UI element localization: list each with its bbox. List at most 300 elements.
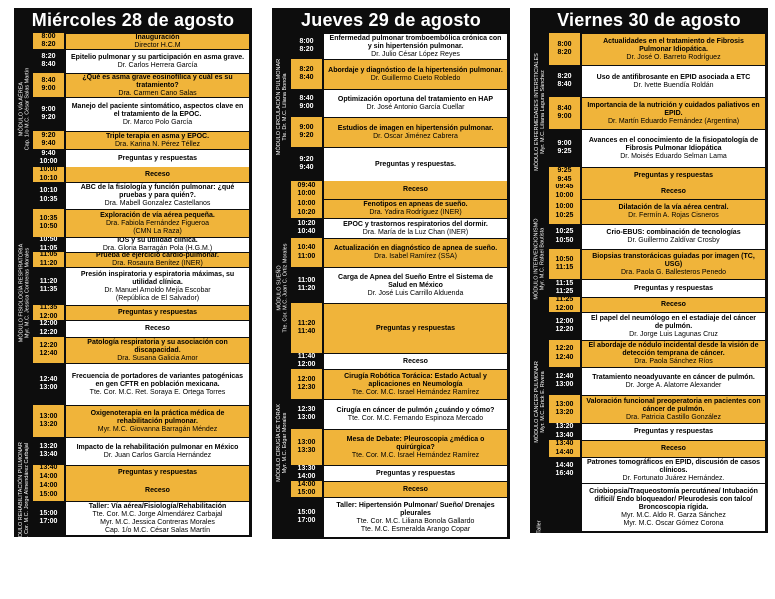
- module-line: Taller: [537, 520, 543, 534]
- schedule-row: [530, 184, 768, 199]
- schedule-row: [14, 73, 252, 97]
- start-time: 9:20: [41, 131, 56, 139]
- schedule-row: [14, 305, 252, 320]
- time-slot: [33, 149, 64, 167]
- time-slot: [291, 147, 322, 181]
- time-slot: [549, 129, 580, 167]
- start-time: 12:40: [39, 375, 58, 383]
- start-time: 10:35: [39, 214, 58, 222]
- activity: [582, 249, 765, 279]
- start-time: 9:00: [557, 139, 572, 147]
- start-time: 12:20: [555, 345, 574, 352]
- start-time: 11:05: [39, 252, 58, 258]
- schedule-row: [14, 337, 252, 363]
- speaker-line: Dr. Fermín A. Rojas Cisneros: [628, 212, 719, 219]
- module-label-text: [276, 59, 288, 155]
- end-time: 13:00: [39, 384, 58, 391]
- schedule-row: [530, 224, 768, 249]
- end-time: 9:20: [299, 132, 314, 139]
- activity-title: Receso: [145, 486, 170, 494]
- activity-title: Patrones tomográficos en EPID, discusión de casos clínicos.: [586, 458, 761, 474]
- time-slot: [291, 399, 322, 429]
- start-time: 8:20: [41, 52, 56, 60]
- activity-title: Dilatación de la vía aérea central.: [618, 204, 729, 211]
- schedule-row: [14, 167, 252, 182]
- module-line: MÓDULO FISIOLOGÍA RESPIRATORIA: [18, 243, 25, 343]
- start-time: 11:20: [297, 319, 316, 327]
- start-time: 10:10: [39, 187, 58, 194]
- speaker-line: Dr. Ivette Buendía Roldán: [633, 81, 714, 89]
- end-time: 17:00: [39, 518, 58, 525]
- activity-title: Receso: [661, 445, 686, 452]
- schedule-row: [530, 65, 768, 97]
- day-title: Miércoles 28 de agosto: [31, 10, 235, 30]
- end-time: 10:10: [39, 174, 58, 182]
- activity-title: Patología respiratoria y su asociación con discapacidad.: [87, 338, 228, 354]
- activity-title: Exploración de vía aérea pequeña.: [100, 211, 215, 219]
- schedule-row: [272, 89, 510, 117]
- end-time: 12:40: [39, 350, 58, 357]
- start-time: 13:00: [297, 438, 316, 446]
- schedule-row: [272, 353, 510, 369]
- activity: [66, 97, 249, 131]
- schedule-row: [272, 59, 510, 89]
- activity-title: El papel del neumólogo en el estadiaje del cáncer de pulmón.: [591, 314, 756, 330]
- module-line: MÓDULO CIRCULACIÓN PULMONAR: [276, 58, 283, 156]
- activity: [66, 337, 249, 363]
- start-time: 8:20: [299, 65, 314, 73]
- speaker-line: Tte. M.C. Esmeralda Arango Copar: [360, 525, 471, 533]
- time-slot: [291, 497, 322, 537]
- activity: [324, 429, 507, 465]
- activity: [324, 89, 507, 117]
- speaker-line: Dra. Fabiola Fernández Figueroa: [105, 219, 210, 227]
- module-label: [532, 33, 548, 191]
- end-time: 13:20: [555, 409, 574, 416]
- speaker-line: Dr. Julio César López Reyes: [371, 50, 460, 58]
- schedule-body: [14, 33, 252, 546]
- activity: [66, 182, 249, 209]
- end-time: 11:00: [297, 252, 316, 260]
- end-time: 10:20: [297, 208, 316, 216]
- start-time: 12:00: [555, 317, 574, 325]
- time-slot: [291, 89, 322, 117]
- activity: [582, 440, 765, 457]
- start-time: 11:00: [297, 276, 316, 284]
- end-time: 10:00: [297, 190, 316, 197]
- time-slot: [549, 312, 580, 340]
- start-time: 11:15: [555, 279, 574, 287]
- activity: [66, 267, 249, 305]
- schedule-row: [14, 49, 252, 73]
- speaker-line: Cap. 1/o M.C. César Salas Martín: [104, 526, 211, 534]
- activity: [66, 501, 249, 535]
- speaker-line: Dr. Marco Polo García: [122, 118, 193, 126]
- activity: [324, 303, 507, 353]
- start-time: 11:35: [39, 305, 58, 311]
- schedule-row: [272, 33, 510, 59]
- schedule-body: [272, 33, 510, 537]
- activity-title: Preguntas y respuestas: [634, 284, 713, 292]
- schedule-row: [14, 437, 252, 465]
- schedule-row: [272, 238, 510, 267]
- start-time: 13:00: [39, 412, 58, 420]
- module-line: MÓDULO CIRUGÍA DE TÓRAX: [276, 403, 283, 482]
- time-slot: [291, 117, 322, 147]
- speaker-line: Dr. Martín Eduardo Fernández (Argentina): [607, 117, 740, 125]
- start-time: 10:40: [297, 244, 316, 251]
- start-time: 9:40: [41, 149, 56, 157]
- start-time: 11:25: [555, 297, 574, 303]
- module-label-text: [18, 442, 30, 546]
- module-line: Tte. Dr. M.C. Liliana Bonola: [282, 73, 289, 141]
- time-slot: [33, 237, 64, 252]
- start-time: 9:00: [299, 123, 314, 131]
- schedule-row: [14, 501, 252, 535]
- time-slot: [33, 131, 64, 149]
- schedule-row: [14, 405, 252, 437]
- activity: [582, 457, 765, 483]
- end-time: 15:00: [39, 490, 58, 498]
- schedule-row: [14, 149, 252, 167]
- activity: [582, 224, 765, 249]
- end-time: 12:00: [39, 312, 58, 320]
- time-slot: [33, 501, 64, 535]
- time-slot: [33, 363, 64, 405]
- start-time: 12:00: [39, 320, 58, 327]
- module-label-text: [18, 244, 30, 343]
- schedule-row: [14, 252, 252, 267]
- start-time: 12:40: [555, 372, 574, 380]
- speaker-line: Director H.C.M: [134, 41, 181, 49]
- activity-title: Receso: [145, 170, 170, 178]
- activity: [66, 49, 249, 73]
- end-time: 16:40: [555, 470, 574, 477]
- activity-title: Abordaje y diagnóstico de la hipertensión pulmonar.: [328, 66, 503, 74]
- time-slot: [291, 218, 322, 238]
- start-time: 8:00: [41, 33, 56, 40]
- module-line: Myr. M.C. Jessica Contreras Morales: [24, 247, 31, 339]
- activity: [582, 279, 765, 297]
- schedule-row: [530, 423, 768, 440]
- activity: [66, 209, 249, 237]
- activity-title: Oxigenoterapia en la práctica médica de rehabilitación pulmonar.: [90, 409, 225, 425]
- time-slot: [33, 252, 64, 267]
- schedule-row: [14, 480, 252, 501]
- end-time: 8:40: [299, 74, 314, 81]
- speaker-line: Dra. Mabell Gonzalez Castellanos: [104, 200, 211, 207]
- time-slot: [549, 483, 580, 531]
- start-time: 9:20: [299, 155, 314, 163]
- schedule-row: [14, 267, 252, 305]
- activity: [66, 131, 249, 149]
- end-time: 12:00: [555, 304, 574, 312]
- speaker-line: Tte. Cor. M.C. Ret. Soraya E. Ortega Torres: [89, 388, 226, 396]
- schedule-row: [14, 209, 252, 237]
- speaker-line: Dra. Karina N. Pérez Téllez: [114, 140, 201, 148]
- activity-title: Estudios de imagen en hipertensión pulmonar.: [337, 124, 494, 132]
- start-time: 09:40: [297, 181, 316, 189]
- activity-title: Carga de Apnea del Sueño Entre el Sistema de Salud en México: [338, 273, 493, 289]
- end-time: 10:00: [39, 158, 58, 165]
- module-line: Tte. Cor. M.C. Juan C. Ortiz Morales: [282, 243, 288, 333]
- schedule-row: [272, 303, 510, 353]
- end-time: 14:40: [555, 448, 574, 456]
- speaker-line: Dra. Patricia Castillo González: [626, 413, 721, 421]
- time-slot: [291, 199, 322, 218]
- time-slot: [549, 97, 580, 129]
- start-time: 13:30: [297, 465, 316, 472]
- activity: [324, 59, 507, 89]
- activity: [582, 340, 765, 367]
- module-label-text: [18, 68, 30, 151]
- end-time: 10:35: [39, 195, 58, 203]
- schedule-row: [530, 297, 768, 312]
- end-time: 10:25: [555, 211, 574, 219]
- speaker-line: Myr. M.C. Aldo R. Garza Sánchez: [621, 511, 726, 519]
- speaker-line: Dra. Paola Sánchez Ríos: [634, 358, 713, 365]
- start-time: 13:40: [39, 465, 58, 471]
- schedule-row: [14, 465, 252, 480]
- speaker-line: Dr. Oscar Jiménez Cabrera: [373, 132, 458, 140]
- module-label-text: [276, 404, 288, 482]
- schedule-row: [272, 199, 510, 218]
- time-slot: [549, 367, 580, 395]
- schedule-row: [530, 457, 768, 483]
- speaker-line: Dr. Fortunato Juárez Hernández.: [622, 474, 725, 482]
- activity-title: IOS y su utilidad clínica.: [117, 237, 198, 244]
- time-slot: [549, 224, 580, 249]
- schedule-row: [530, 367, 768, 395]
- speaker-line: Dr. Guillermo Zaldívar Crosby: [627, 237, 720, 244]
- time-slot: [33, 465, 64, 480]
- activity-title: Preguntas y respuestas: [376, 324, 455, 332]
- end-time: 8:20: [299, 46, 314, 53]
- activity: [66, 167, 249, 182]
- speaker-line: Dra. Rosaura Benítez (INER): [112, 260, 203, 267]
- start-time: 8:40: [41, 76, 56, 84]
- end-time: 12:30: [297, 384, 316, 391]
- end-time: 8:20: [557, 49, 572, 56]
- start-time: 8:40: [557, 104, 572, 112]
- activity: [66, 149, 249, 167]
- time-slot: [549, 184, 580, 199]
- end-time: 12:00: [297, 361, 316, 368]
- activity-title: Fenotipos en apneas de sueño.: [363, 201, 468, 208]
- time-slot: [33, 405, 64, 437]
- activity: [66, 363, 249, 405]
- activity-title: Optimización oportuna del tratamiento en HAP: [337, 95, 494, 103]
- start-time: 13:00: [555, 400, 574, 408]
- time-slot: [549, 457, 580, 483]
- start-time: 8:00: [557, 40, 572, 48]
- activity-title: Enfermedad pulmonar tromboembólica crónica con y sin hipertensión pulmonar.: [329, 34, 502, 50]
- schedule-row: [14, 33, 252, 49]
- day-title: Viernes 30 de agosto: [557, 10, 741, 30]
- activity: [582, 184, 765, 199]
- module-label: [532, 205, 548, 313]
- start-time: 12:20: [39, 341, 58, 349]
- end-time: 11:40: [297, 328, 316, 335]
- time-slot: [33, 320, 64, 337]
- schedule-row: [272, 218, 510, 238]
- activity: [66, 33, 249, 49]
- end-time: 10:40: [297, 228, 316, 235]
- start-time: 14:00: [297, 481, 316, 488]
- end-time: 9:40: [299, 164, 314, 171]
- day-column-wednesday: [14, 8, 252, 546]
- time-slot: [33, 480, 64, 501]
- start-time: 09:45: [555, 184, 574, 190]
- activity: [324, 218, 507, 238]
- module-line: MÓDULO SUEÑO: [276, 265, 282, 311]
- start-time: 10:50: [39, 237, 58, 243]
- speaker-line: Tte. Cor. M.C. Fernando Espinoza Mercado: [347, 414, 484, 422]
- speaker-line: Dra. Carmen Cano Salas: [118, 89, 197, 97]
- day-title: Jueves 29 de agosto: [301, 10, 481, 30]
- module-label: [274, 385, 290, 500]
- end-time: 8:40: [41, 61, 56, 68]
- schedule-row: [530, 279, 768, 297]
- speaker-line: Dra. Susana Galicia Amor: [117, 354, 198, 362]
- activity: [582, 423, 765, 440]
- time-slot: [33, 73, 64, 97]
- module-label: [274, 199, 290, 377]
- end-time: 9:00: [41, 85, 56, 92]
- start-time: 13:20: [555, 423, 574, 430]
- activity: [582, 167, 765, 184]
- activity: [582, 367, 765, 395]
- time-slot: [33, 97, 64, 131]
- speaker-line: Dr. Manuel Arnoldo Mejía Escobar: [104, 286, 211, 294]
- speaker-line: Dr. José Luis Carrillo Alduenda: [367, 289, 464, 297]
- schedule-row: [272, 267, 510, 303]
- schedule-row: [530, 483, 768, 534]
- activity: [324, 497, 507, 537]
- speaker-line: Myr. M.C. Giovanna Barragán Méndez: [97, 425, 218, 433]
- activity-title: Triple terapia en asma y EPOC.: [105, 132, 210, 140]
- activity: [582, 395, 765, 423]
- time-slot: [33, 337, 64, 363]
- time-slot: [291, 33, 322, 59]
- start-time: 9:00: [41, 105, 56, 113]
- activity: [582, 129, 765, 167]
- speaker-line: Myr. M.C. Oscar Gómez Corona: [623, 519, 724, 527]
- start-time: 13:20: [39, 442, 58, 450]
- module-line: MÓDULO VÍA AÉREA: [18, 81, 24, 137]
- schedule-row: [14, 131, 252, 149]
- activity-title: Impacto de la rehabilitación pulmonar en México: [76, 443, 239, 451]
- time-slot: [291, 181, 322, 199]
- module-line: Myr. M.C. Edgar Morales: [282, 412, 289, 473]
- speaker-line: Dr. José O. Barreto Rodríguez: [626, 53, 721, 61]
- start-time: 9:25: [557, 167, 572, 174]
- speaker-line: Dra. Paola G. Ballesteros Penedo: [620, 268, 727, 276]
- start-time: 11:40: [297, 353, 316, 360]
- day-column-friday: [530, 8, 768, 533]
- activity-title: Preguntas y respuestas: [118, 309, 197, 316]
- activity-title: Preguntas y respuestas: [634, 428, 713, 435]
- time-slot: [291, 465, 322, 481]
- day-column-thursday: [272, 8, 510, 539]
- module-label-text: [534, 218, 546, 299]
- activity-title: ¿Qué es asma grave eosinofílica y cuál es su tratamiento?: [82, 73, 233, 89]
- activity-title: Valoración funcional preoperatoria en pacientes con cáncer de pulmón.: [586, 397, 761, 413]
- schedule-row: [14, 182, 252, 209]
- end-time: 9:20: [41, 114, 56, 121]
- end-time: 11:15: [555, 264, 574, 271]
- end-time: 12:20: [555, 326, 574, 333]
- activity: [324, 481, 507, 497]
- schedule-row: [530, 167, 768, 184]
- time-slot: [549, 65, 580, 97]
- end-time: 13:00: [297, 414, 316, 421]
- time-slot: [291, 267, 322, 303]
- activity: [582, 199, 765, 224]
- module-label-text: [534, 53, 546, 171]
- end-time: 10:50: [39, 223, 58, 230]
- module-label: [16, 401, 32, 586]
- end-time: 11:05: [39, 244, 58, 252]
- schedule-row: [530, 97, 768, 129]
- activity-title: Epitelio pulmonar y su participación en asma grave.: [70, 53, 245, 61]
- schedule-row: [272, 497, 510, 537]
- activity: [324, 181, 507, 199]
- schedule-row: [272, 465, 510, 481]
- activity: [324, 465, 507, 481]
- speaker-line: Tte. Cor. M.C. Jorge Almendárez Carbajal: [92, 510, 223, 518]
- activity: [324, 33, 507, 59]
- activity: [66, 305, 249, 320]
- speaker-line: Dra. Yadira Rodríguez (INER): [369, 209, 462, 216]
- activity: [324, 199, 507, 218]
- time-slot: [549, 340, 580, 367]
- time-slot: [549, 199, 580, 224]
- schedule-row: [14, 320, 252, 337]
- start-time: 14:40: [555, 461, 574, 469]
- time-slot: [549, 395, 580, 423]
- activity-title: Frecuencia de portadores de variantes patogénicas en gen CFTR en población mexicana.: [71, 372, 244, 388]
- speaker-line: Dra. María de la Luz Chan (INER): [362, 228, 469, 236]
- end-time: 9:40: [41, 140, 56, 147]
- schedule-row: [272, 481, 510, 497]
- module-line: Myr. M.C. Erick E. Rivera: [540, 371, 546, 433]
- time-slot: [549, 423, 580, 440]
- activity-title: Receso: [403, 186, 428, 193]
- schedule-row: [530, 340, 768, 367]
- schedule-row: [530, 249, 768, 279]
- start-time: 10:20: [297, 219, 316, 227]
- module-line: Myr. M.C. Liliana Laguna Sánchez: [540, 70, 547, 154]
- end-time: 14:00: [297, 473, 316, 480]
- activity: [66, 480, 249, 501]
- time-slot: [291, 369, 322, 399]
- time-slot: [33, 437, 64, 465]
- time-slot: [33, 167, 64, 182]
- module-label: [532, 331, 548, 473]
- activity: [66, 252, 249, 267]
- schedule-row: [530, 33, 768, 65]
- module-line: Myr. M.C. Rafael Bautista: [540, 227, 546, 291]
- end-time: 14:00: [39, 472, 58, 480]
- end-time: 15:00: [297, 489, 316, 496]
- time-slot: [549, 167, 580, 184]
- time-slot: [549, 297, 580, 312]
- time-slot: [549, 440, 580, 457]
- activity-title: ABC de la fisiología y función pulmonar: ¿qué pruebas y para quién?.: [80, 184, 235, 199]
- time-slot: [549, 33, 580, 65]
- module-label-text: [534, 361, 546, 443]
